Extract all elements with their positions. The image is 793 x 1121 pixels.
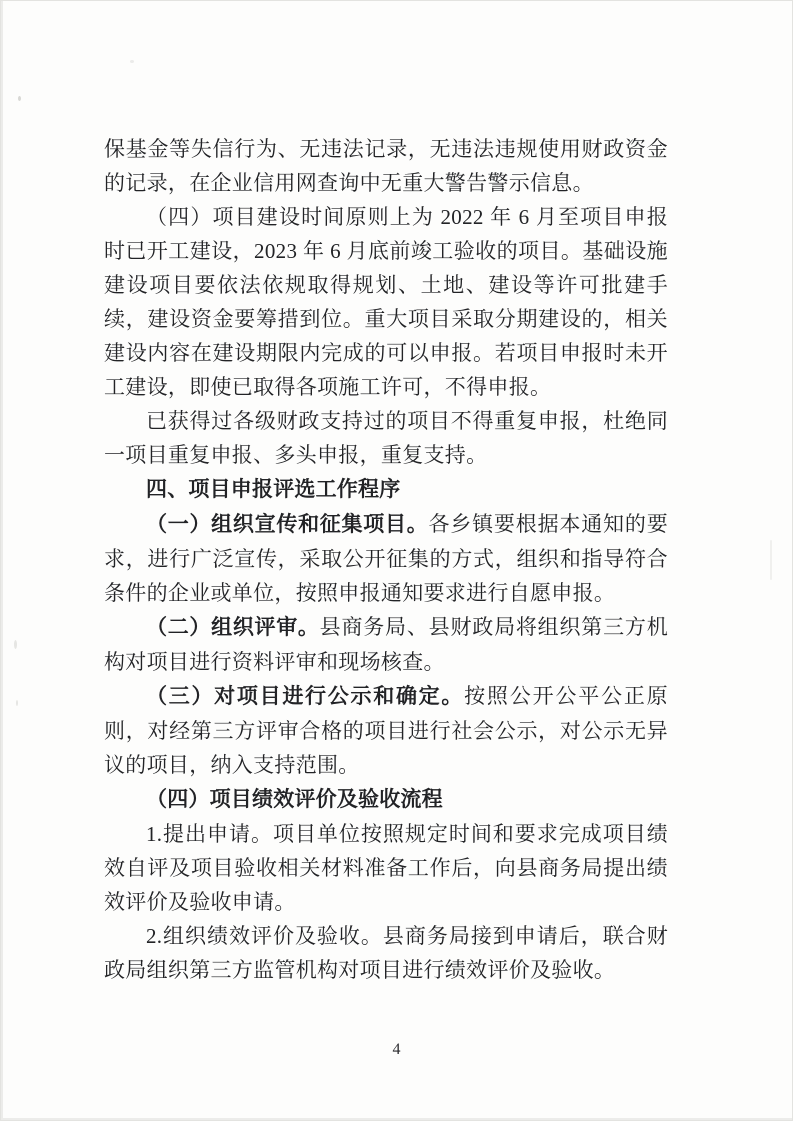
scan-speck [18,96,21,101]
text-run: 保基金等失信行为、无违法记录，无违法违规使用财政资金的记录，在企业信用网查询中无重大警告警示信息。 [104,137,668,195]
text-run: 县商务局、县财政局将组织第三方机构对项目进行资料评审和现场核查。 [104,615,668,674]
paragraph [104,404,668,472]
bold-text-run: （一）组织宣传和征集项目。 [146,513,429,536]
scan-speck [770,540,772,580]
paragraph [104,817,668,919]
text-run: 已获得过各级财政支持过的项目不得重复申报，杜绝同一项目重复申报、多头申报，重复支持。 [104,409,668,467]
text-run: 按照公开公平公正原则，对经第三方评审合格的项目进行社会公示，对公示无异议的项目，纳入支持范围。 [104,684,668,777]
text-run: 各乡镇要根据本通知的要求，进行广泛宣传，采取公开征集的方式，组织和指导符合条件的企业或单位，按照申报通知要求进行自愿申报。 [104,512,668,605]
paragraph [104,132,668,200]
bold-text-run: （四）项目绩效评价及验收流程 [146,788,443,811]
scan-speck [14,640,17,649]
paragraph [104,919,668,987]
scan-speck [16,700,18,706]
document-body [104,132,668,987]
paragraph [104,472,668,507]
scan-speck [130,60,134,63]
bold-text-run: 四、项目申报评选工作程序 [146,478,401,501]
text-run: 1.提出申请。项目单位按照规定时间和要求完成项目绩效自评及项目验收相关材料准备工作后，向县商务局提出绩效评价及验收申请。 [104,822,668,914]
bold-text-run: （二）组织评审。 [146,616,320,639]
text-run: （四）项目建设时间原则上为 2022 年 6 月至项目申报时已开工建设，2023 年 6 月底前竣工验收的项目。基础设施建设项目要依法依规取得规划、土地、建设等许可批建手续，建设资金要筹措到位。重大项目采取分期建设的，相关建设内容在建设期限内完成的可以申报。若项目申报时未开工建设，即使已取得各项施工许可，不得申报。 [104,205,668,399]
page-number: 4 [392,1041,401,1058]
text-run: 2.组织绩效评价及验收。县商务局接到申请后，联合财政局组织第三方监管机构对项目进行绩效评价及验收。 [104,924,668,982]
paragraph [104,679,668,782]
bold-text-run: （三）对项目进行公示和确定。 [146,685,465,708]
paragraph [104,507,668,610]
paragraph [104,610,668,679]
paragraph [104,200,668,404]
paragraph [104,782,668,817]
